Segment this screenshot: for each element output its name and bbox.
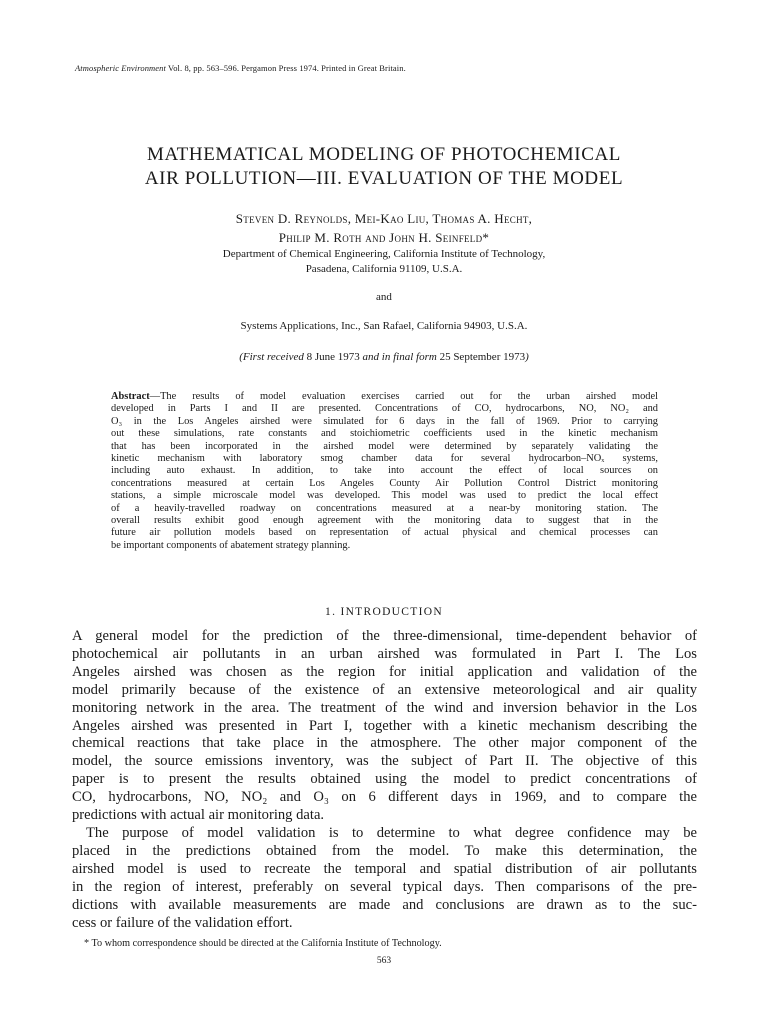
body-line: model primarily because of the existence of an extensive meteorological and air quality — [72, 681, 697, 698]
received-date-1: 8 June 1973 — [306, 351, 360, 363]
body-line: A general model for the prediction of the three-dimensional, time-dependent behavior of — [72, 628, 697, 644]
body-line: cess or failure of the validation effort. — [72, 914, 293, 931]
abstract-line: overall results exhibit good enough agreement with the monitoring data to suggest that in the — [111, 515, 658, 527]
body-line: chemical reactions that take place in the atmosphere. The other major component of the — [72, 735, 697, 752]
body-line: dictions with available measurements are made and conclusions are drawn as to the suc- — [72, 896, 697, 913]
received-date-2: 25 September 1973 — [439, 351, 526, 363]
abstract-line: stations, a simple microscale model was developed. This model was used to predict the local effect — [111, 490, 658, 502]
abstract-text: —The results of model evaluation exercises carried out for the urban airshed model — [149, 391, 658, 402]
abstract-line: be important components of abatement strategy planning. — [111, 539, 351, 551]
abstract-line: future air pollution models based on representation of actual physical and chemical processes can — [111, 527, 658, 539]
affiliation-conjunction: and — [376, 291, 392, 303]
abstract-line: of a heavily-travelled roadway on concentrations measured at a near-by monitoring station. The — [111, 502, 658, 514]
affiliation-2: Systems Applications, Inc., San Rafael, California 94903, U.S.A. — [240, 320, 528, 332]
author-list — [0, 209, 768, 247]
body-line: paper is to present the results obtained using the model to predict concentrations of — [72, 771, 697, 788]
body-line: photochemical air pollutants in an urban airshed was formulated in Part I. The Los — [72, 645, 697, 662]
journal-citation — [75, 63, 406, 73]
received-dates — [0, 351, 768, 363]
received-open: (First received — [239, 351, 307, 363]
body-line: Angeles airshed was chosen as the region for initial application and validation of the — [72, 663, 697, 680]
received-close: ) — [525, 351, 529, 363]
abstract-line: O₃ in the Los Angeles airshed were simulated for 6 days in the fall of 1969. Prior to carrying — [111, 415, 658, 427]
page-number: 563 — [376, 956, 392, 966]
footnote: * To whom correspondence should be directed at the California Institute of Technology. — [84, 938, 442, 949]
abstract — [111, 391, 658, 552]
body-line: The purpose of model validation is to determine to what degree confidence may be — [86, 824, 697, 841]
body-line: placed in the predictions obtained from the model. To make this determination, the — [72, 842, 697, 859]
introduction-body — [72, 628, 697, 932]
abstract-label: Abstract — [111, 391, 150, 402]
citation-details: Vol. 8, pp. 563–596. Pergamon Press 1974. Printed in Great Britain. — [165, 63, 406, 73]
body-line: in the region of interest, preferably on several typical days. Then comparisons of the pre- — [72, 878, 697, 895]
authors-line-1: Steven D. Reynolds, Mei-Kao Liu, Thomas A. Hecht, — [235, 211, 533, 226]
title-line-1: MATHEMATICAL MODELING OF PHOTOCHEMICAL — [146, 144, 622, 165]
body-line: airshed model is used to recreate the temporal and spatial distribution of air pollutants — [72, 860, 697, 877]
affiliation-line-2: Pasadena, California 91109, U.S.A. — [305, 263, 463, 275]
section-heading: 1. INTRODUCTION — [325, 606, 443, 618]
paper-title — [0, 143, 768, 191]
body-line: monitoring network in the area. The treatment of the wind and inversion behavior in the Los — [72, 699, 697, 716]
body-line: predictions with actual air monitoring data. — [72, 807, 325, 824]
abstract-line: kinetic mechanism with laboratory smog chamber data for several hydrocarbon–NOₓ systems, — [111, 453, 658, 465]
affiliation-line-1: Department of Chemical Engineering, California Institute of Technology, — [222, 248, 546, 260]
body-line: Angeles airshed was presented in Part I, together with a kinetic mechanism describing the — [72, 717, 697, 734]
body-line: CO, hydrocarbons, NO, NO₂ and O₃ on 6 different days in 1969, and to compare the — [72, 789, 697, 806]
journal-name: Atmospheric Environment — [75, 63, 166, 73]
abstract-line: developed in Parts I and II are presented. Concentrations of CO, hydrocarbons, NO, NO₂ and — [111, 403, 658, 415]
title-line-2: AIR POLLUTION—III. EVALUATION OF THE MODEL — [144, 168, 624, 189]
abstract-line: including auto exhaust. In addition, to take into account the effect of local sources on — [111, 465, 658, 477]
body-line: model, the source emissions inventory, was the subject of Part II. The objective of this — [72, 753, 697, 770]
abstract-line: concentrations measured at certain Los Angeles County Air Pollution Control District monitoring — [111, 477, 658, 489]
abstract-line: out these simulations, rate constants and stoichiometric coefficients used in the kinetic mechanism — [111, 428, 658, 440]
affiliation-1 — [0, 247, 768, 277]
authors-line-2: Philip M. Roth and John H. Seinfeld* — [278, 230, 490, 245]
abstract-line — [111, 391, 658, 403]
received-mid: and in final form — [359, 351, 440, 363]
abstract-line: that has been incorporated in the airshed model were determined by separately validating the — [111, 440, 658, 452]
